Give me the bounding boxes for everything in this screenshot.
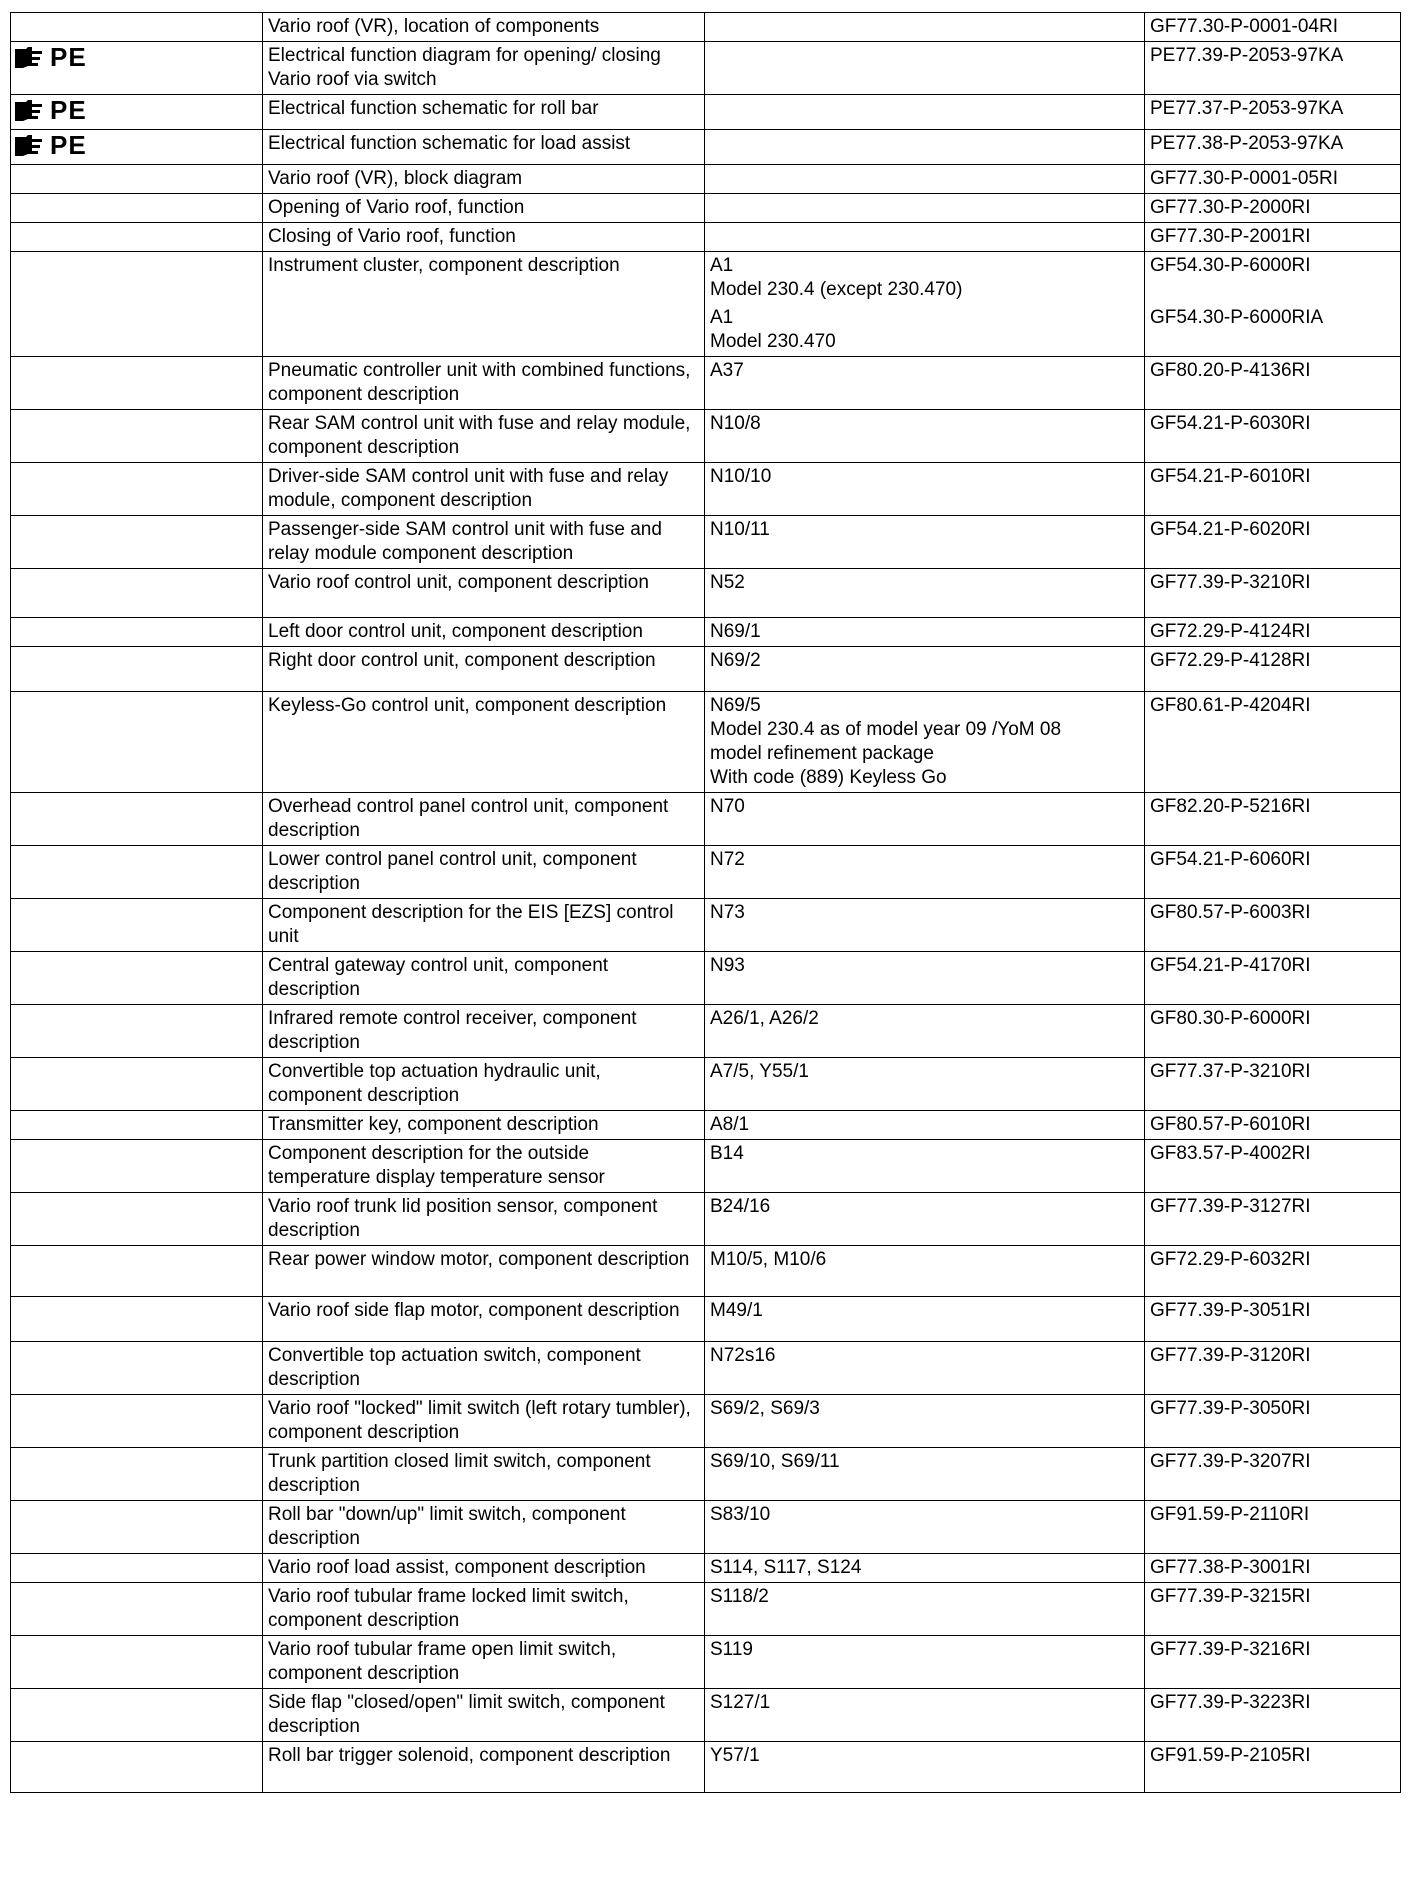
table-row [11,846,1401,899]
description-cell [263,1583,705,1636]
marker-cell [11,1395,263,1448]
marker-cell [11,13,263,42]
document-number: GF80.57-P-6003RI [1150,902,1311,923]
description-text: Keyless-Go control unit, component description [268,695,667,716]
document-number: PE77.37-P-2053-97KA [1150,98,1344,119]
component-note: With code (889) Keyless Go [710,767,947,788]
component-cell [705,647,1145,692]
component-code: N10/10 [710,466,772,487]
description-text: Central gateway control unit, component description [268,955,609,1000]
marker-cell [11,899,263,952]
component-code: S69/10, S69/11 [710,1451,840,1472]
description-cell [263,846,705,899]
component-cell [705,463,1145,516]
description-text: Trunk partition closed limit switch, component description [268,1451,651,1496]
marker-cell [11,692,263,793]
marker-cell [11,516,263,569]
component-cell [705,1246,1145,1297]
document-number: GF77.38-P-3001RI [1150,1557,1311,1578]
component-cell [705,1058,1145,1111]
marker-cell [11,1636,263,1689]
component-code: N70 [710,796,745,817]
table-row [11,793,1401,846]
component-cell [705,194,1145,223]
component-code: Y57/1 [710,1745,760,1766]
description-cell [263,130,705,165]
component-code: M49/1 [710,1300,763,1321]
component-cell [705,95,1145,130]
component-cell [705,1742,1145,1793]
document-number: GF77.39-P-3207RI [1150,1451,1311,1472]
component-cell [705,1193,1145,1246]
description-text: Electrical function diagram for opening/ closing Vario roof via switch [268,45,661,90]
component-cell [705,1448,1145,1501]
document-cell [1145,1689,1401,1742]
document-cell [1145,223,1401,252]
description-cell [263,692,705,793]
description-text: Rear SAM control unit with fuse and relay module, component description [268,413,691,458]
marker-cell [11,1554,263,1583]
document-number: PE77.38-P-2053-97KA [1150,133,1344,154]
component-code: N73 [710,902,745,923]
document-cell [1145,1636,1401,1689]
table-row [11,463,1401,516]
document-number: GF80.20-P-4136RI [1150,360,1311,381]
description-cell [263,899,705,952]
component-cell [705,692,1145,793]
description-cell [263,1554,705,1583]
description-cell [263,1501,705,1554]
document-cell [1145,1005,1401,1058]
description-cell [263,194,705,223]
description-cell [263,95,705,130]
component-code: A1 [710,255,734,276]
marker-cell [11,463,263,516]
document-number: GF77.39-P-3215RI [1150,1586,1311,1607]
description-text: Vario roof control unit, component description [268,572,649,593]
document-number: GF77.39-P-3127RI [1150,1196,1311,1217]
table-row [11,952,1401,1005]
document-cell [1145,846,1401,899]
description-text: Vario roof tubular frame open limit switch, component description [268,1639,617,1684]
description-cell [263,1342,705,1395]
marker-cell [11,1111,263,1140]
description-text: Opening of Vario roof, function [268,197,525,218]
table-row [11,95,1401,130]
document-number: GF54.21-P-6060RI [1150,849,1311,870]
component-code: A7/5, Y55/1 [710,1061,809,1082]
component-code: A37 [710,360,744,381]
component-cell [705,516,1145,569]
document-cell [1145,95,1401,130]
document-cell [1145,647,1401,692]
description-cell [263,793,705,846]
document-cell [1145,692,1401,793]
document-number: GF77.39-P-3223RI [1150,1692,1311,1713]
component-code: S83/10 [710,1504,771,1525]
component-code: N69/5 [710,695,761,716]
pointing-hand-icon [14,45,44,69]
component-cell [705,1395,1145,1448]
document-number: GF54.21-P-6030RI [1150,413,1311,434]
component-cell [705,1636,1145,1689]
marker-cell [11,1140,263,1193]
component-cell [705,223,1145,252]
description-text: Convertible top actuation switch, component description [268,1345,641,1390]
description-text: Pneumatic controller unit with combined functions, component description [268,360,691,405]
description-cell [263,1636,705,1689]
document-number: GF77.39-P-3120RI [1150,1345,1311,1366]
component-cell [705,1689,1145,1742]
document-cell [1145,1448,1401,1501]
table-row [11,357,1401,410]
document-cell [1145,252,1401,357]
table-row [11,1742,1401,1793]
description-text: Rear power window motor, component description [268,1249,690,1270]
component-code: S119 [710,1639,753,1660]
description-text: Component description for the outside temperature display temperature sensor [268,1143,605,1188]
document-number: GF54.30-P-6000RI [1150,255,1311,276]
document-cell [1145,1583,1401,1636]
description-cell [263,410,705,463]
component-code: N10/11 [710,519,770,540]
marker-cell [11,42,263,95]
table-row [11,1689,1401,1742]
description-text: Roll bar trigger solenoid, component description [268,1745,671,1766]
description-text: Component description for the EIS [EZS] control unit [268,902,674,947]
component-cell [705,793,1145,846]
component-cell [705,569,1145,618]
document-cell [1145,1058,1401,1111]
marker-cell [11,357,263,410]
component-cell [705,899,1145,952]
document-cell [1145,618,1401,647]
marker-cell [11,1297,263,1342]
component-note: Model 230.4 as of model year 09 /YoM 08 [710,719,1062,740]
document-number: GF77.39-P-3210RI [1150,572,1311,593]
document-number: GF54.21-P-6020RI [1150,519,1311,540]
description-cell [263,1448,705,1501]
marker-label: PE [50,42,87,72]
document-cell [1145,1342,1401,1395]
document-number: GF91.59-P-2110RI [1150,1504,1310,1525]
document-number: GF77.30-P-2001RI [1150,226,1311,247]
description-cell [263,223,705,252]
description-cell [263,252,705,357]
description-text: Vario roof (VR), block diagram [268,168,523,189]
marker-cell [11,1342,263,1395]
marker-cell [11,165,263,194]
table-row [11,516,1401,569]
description-cell [263,618,705,647]
component-cell [705,410,1145,463]
description-cell [263,1297,705,1342]
description-text: Vario roof "locked" limit switch (left rotary tumbler), component description [268,1398,691,1443]
document-number: GF72.29-P-4124RI [1150,621,1311,642]
document-cell [1145,194,1401,223]
description-text: Vario roof (VR), location of components [268,16,600,37]
document-table [10,12,1401,1793]
pointing-hand-icon [14,133,44,157]
description-cell [263,1689,705,1742]
table-row [11,569,1401,618]
component-cell [705,1111,1145,1140]
document-number: GF80.30-P-6000RI [1150,1008,1311,1029]
component-cell [705,165,1145,194]
description-text: Infrared remote control receiver, component description [268,1008,637,1053]
document-number: GF80.57-P-6010RI [1150,1114,1311,1135]
description-cell [263,1246,705,1297]
description-text: Right door control unit, component description [268,650,656,671]
description-cell [263,1005,705,1058]
document-number: GF54.30-P-6000RIA [1150,307,1324,328]
marker-cell [11,130,263,165]
description-cell [263,1140,705,1193]
component-code: N52 [710,572,745,593]
document-cell [1145,1140,1401,1193]
description-cell [263,42,705,95]
table-row [11,1193,1401,1246]
document-cell [1145,793,1401,846]
table-row [11,1246,1401,1297]
marker-cell [11,846,263,899]
pe-marker [14,42,87,72]
document-cell [1145,165,1401,194]
marker-cell [11,952,263,1005]
table-row [11,1501,1401,1554]
document-cell [1145,1111,1401,1140]
document-cell [1145,952,1401,1005]
table-row [11,1058,1401,1111]
marker-label: PE [50,130,87,160]
marker-cell [11,618,263,647]
description-text: Electrical function schematic for roll bar [268,98,599,119]
component-code: A1 [710,307,734,328]
description-cell [263,647,705,692]
component-code: S118/2 [710,1586,769,1607]
table-row [11,1395,1401,1448]
component-code: M10/5, M10/6 [710,1249,827,1270]
description-text: Convertible top actuation hydraulic unit, component description [268,1061,601,1106]
document-cell [1145,1297,1401,1342]
description-text: Vario roof side flap motor, component description [268,1300,680,1321]
document-number: GF77.39-P-3050RI [1150,1398,1311,1419]
marker-cell [11,569,263,618]
document-cell [1145,13,1401,42]
document-cell [1145,463,1401,516]
marker-label: PE [50,95,87,125]
marker-cell [11,1583,263,1636]
component-code: N72s16 [710,1345,776,1366]
description-text: Driver-side SAM control unit with fuse and relay module, component description [268,466,669,511]
component-cell [705,846,1145,899]
component-cell [705,1005,1145,1058]
marker-cell [11,1742,263,1793]
marker-cell [11,1193,263,1246]
description-text: Instrument cluster, component description [268,255,620,276]
document-cell [1145,569,1401,618]
marker-cell [11,1501,263,1554]
document-cell [1145,357,1401,410]
table-row [11,1342,1401,1395]
marker-cell [11,793,263,846]
document-cell [1145,1246,1401,1297]
document-number: PE77.39-P-2053-97KA [1150,45,1344,66]
component-code: N69/1 [710,621,761,642]
table-row [11,1583,1401,1636]
marker-cell [11,1246,263,1297]
document-cell [1145,899,1401,952]
document-number: GF72.29-P-6032RI [1150,1249,1311,1270]
table-row [11,13,1401,42]
document-cell [1145,410,1401,463]
document-cell [1145,1742,1401,1793]
component-code: N10/8 [710,413,761,434]
marker-cell [11,95,263,130]
document-cell [1145,1554,1401,1583]
document-number: GF54.21-P-4170RI [1150,955,1311,976]
marker-cell [11,252,263,357]
document-number: GF91.59-P-2105RI [1150,1745,1311,1766]
component-cell [705,130,1145,165]
component-code: S69/2, S69/3 [710,1398,820,1419]
description-cell [263,13,705,42]
description-cell [263,1111,705,1140]
document-cell [1145,130,1401,165]
marker-cell [11,223,263,252]
description-text: Side flap "closed/open" limit switch, component description [268,1692,665,1737]
document-number: GF77.30-P-0001-04RI [1150,16,1338,37]
table-row [11,647,1401,692]
description-cell [263,1193,705,1246]
component-cell [705,1583,1145,1636]
description-cell [263,1742,705,1793]
document-cell [1145,1501,1401,1554]
description-cell [263,1058,705,1111]
component-code: N72 [710,849,745,870]
description-text: Vario roof load assist, component description [268,1557,646,1578]
description-text: Left door control unit, component description [268,621,643,642]
description-cell [263,357,705,410]
table-row [11,899,1401,952]
marker-cell [11,647,263,692]
table-row [11,1448,1401,1501]
document-number: GF80.61-P-4204RI [1150,695,1311,716]
description-cell [263,463,705,516]
component-code: A26/1, A26/2 [710,1008,819,1029]
document-cell [1145,516,1401,569]
document-number: GF77.39-P-3051RI [1150,1300,1311,1321]
document-cell [1145,1395,1401,1448]
table-row [11,42,1401,95]
document-number: GF82.20-P-5216RI [1150,796,1311,817]
component-code: S114, S117, S124 [710,1557,862,1578]
document-table-body [11,13,1401,1793]
table-row [11,1005,1401,1058]
component-note: Model 230.4 (except 230.470) [710,279,963,300]
component-cell [705,618,1145,647]
component-code: B24/16 [710,1196,771,1217]
table-row [11,410,1401,463]
table-row [11,165,1401,194]
pe-marker [14,95,87,125]
table-row [11,1297,1401,1342]
description-cell [263,516,705,569]
component-cell [705,952,1145,1005]
component-cell [705,252,1145,357]
description-cell [263,165,705,194]
description-cell [263,569,705,618]
document-number: GF77.30-P-0001-05RI [1150,168,1338,189]
description-cell [263,952,705,1005]
document-cell [1145,42,1401,95]
marker-cell [11,1058,263,1111]
pe-marker [14,130,87,160]
table-row [11,692,1401,793]
description-text: Overhead control panel control unit, component description [268,796,669,841]
table-row [11,618,1401,647]
marker-cell [11,1005,263,1058]
table-row [11,130,1401,165]
component-cell [705,1501,1145,1554]
component-cell [705,1342,1145,1395]
table-row [11,1636,1401,1689]
description-cell [263,1395,705,1448]
marker-cell [11,1689,263,1742]
component-cell [705,1140,1145,1193]
component-code: B14 [710,1143,744,1164]
component-code: N93 [710,955,745,976]
marker-cell [11,410,263,463]
document-number: GF77.37-P-3210RI [1150,1061,1311,1082]
marker-cell [11,1448,263,1501]
component-cell [705,13,1145,42]
description-text: Electrical function schematic for load assist [268,133,631,154]
component-cell [705,42,1145,95]
table-row [11,194,1401,223]
table-row [11,252,1401,357]
component-cell [705,357,1145,410]
component-cell [705,1554,1145,1583]
component-note: Model 230.470 [710,331,836,352]
description-text: Transmitter key, component description [268,1114,599,1135]
document-cell [1145,1193,1401,1246]
description-text: Vario roof tubular frame locked limit switch, component description [268,1586,629,1631]
document-number: GF83.57-P-4002RI [1150,1143,1311,1164]
component-code: S127/1 [710,1692,771,1713]
pointing-hand-icon [14,98,44,122]
document-number: GF54.21-P-6010RI [1150,466,1311,487]
document-number: GF72.29-P-4128RI [1150,650,1311,671]
description-text: Passenger-side SAM control unit with fuse and relay module component description [268,519,662,564]
description-text: Roll bar "down/up" limit switch, component description [268,1504,626,1549]
table-row [11,223,1401,252]
document-number: GF77.39-P-3216RI [1150,1639,1311,1660]
table-row [11,1140,1401,1193]
marker-cell [11,194,263,223]
component-note: model refinement package [710,743,934,764]
description-text: Vario roof trunk lid position sensor, component description [268,1196,658,1241]
component-cell [705,1297,1145,1342]
description-text: Closing of Vario roof, function [268,226,516,247]
table-row [11,1111,1401,1140]
table-row [11,1554,1401,1583]
component-code: A8/1 [710,1114,750,1135]
document-number: GF77.30-P-2000RI [1150,197,1311,218]
component-code: N69/2 [710,650,761,671]
description-text: Lower control panel control unit, component description [268,849,637,894]
